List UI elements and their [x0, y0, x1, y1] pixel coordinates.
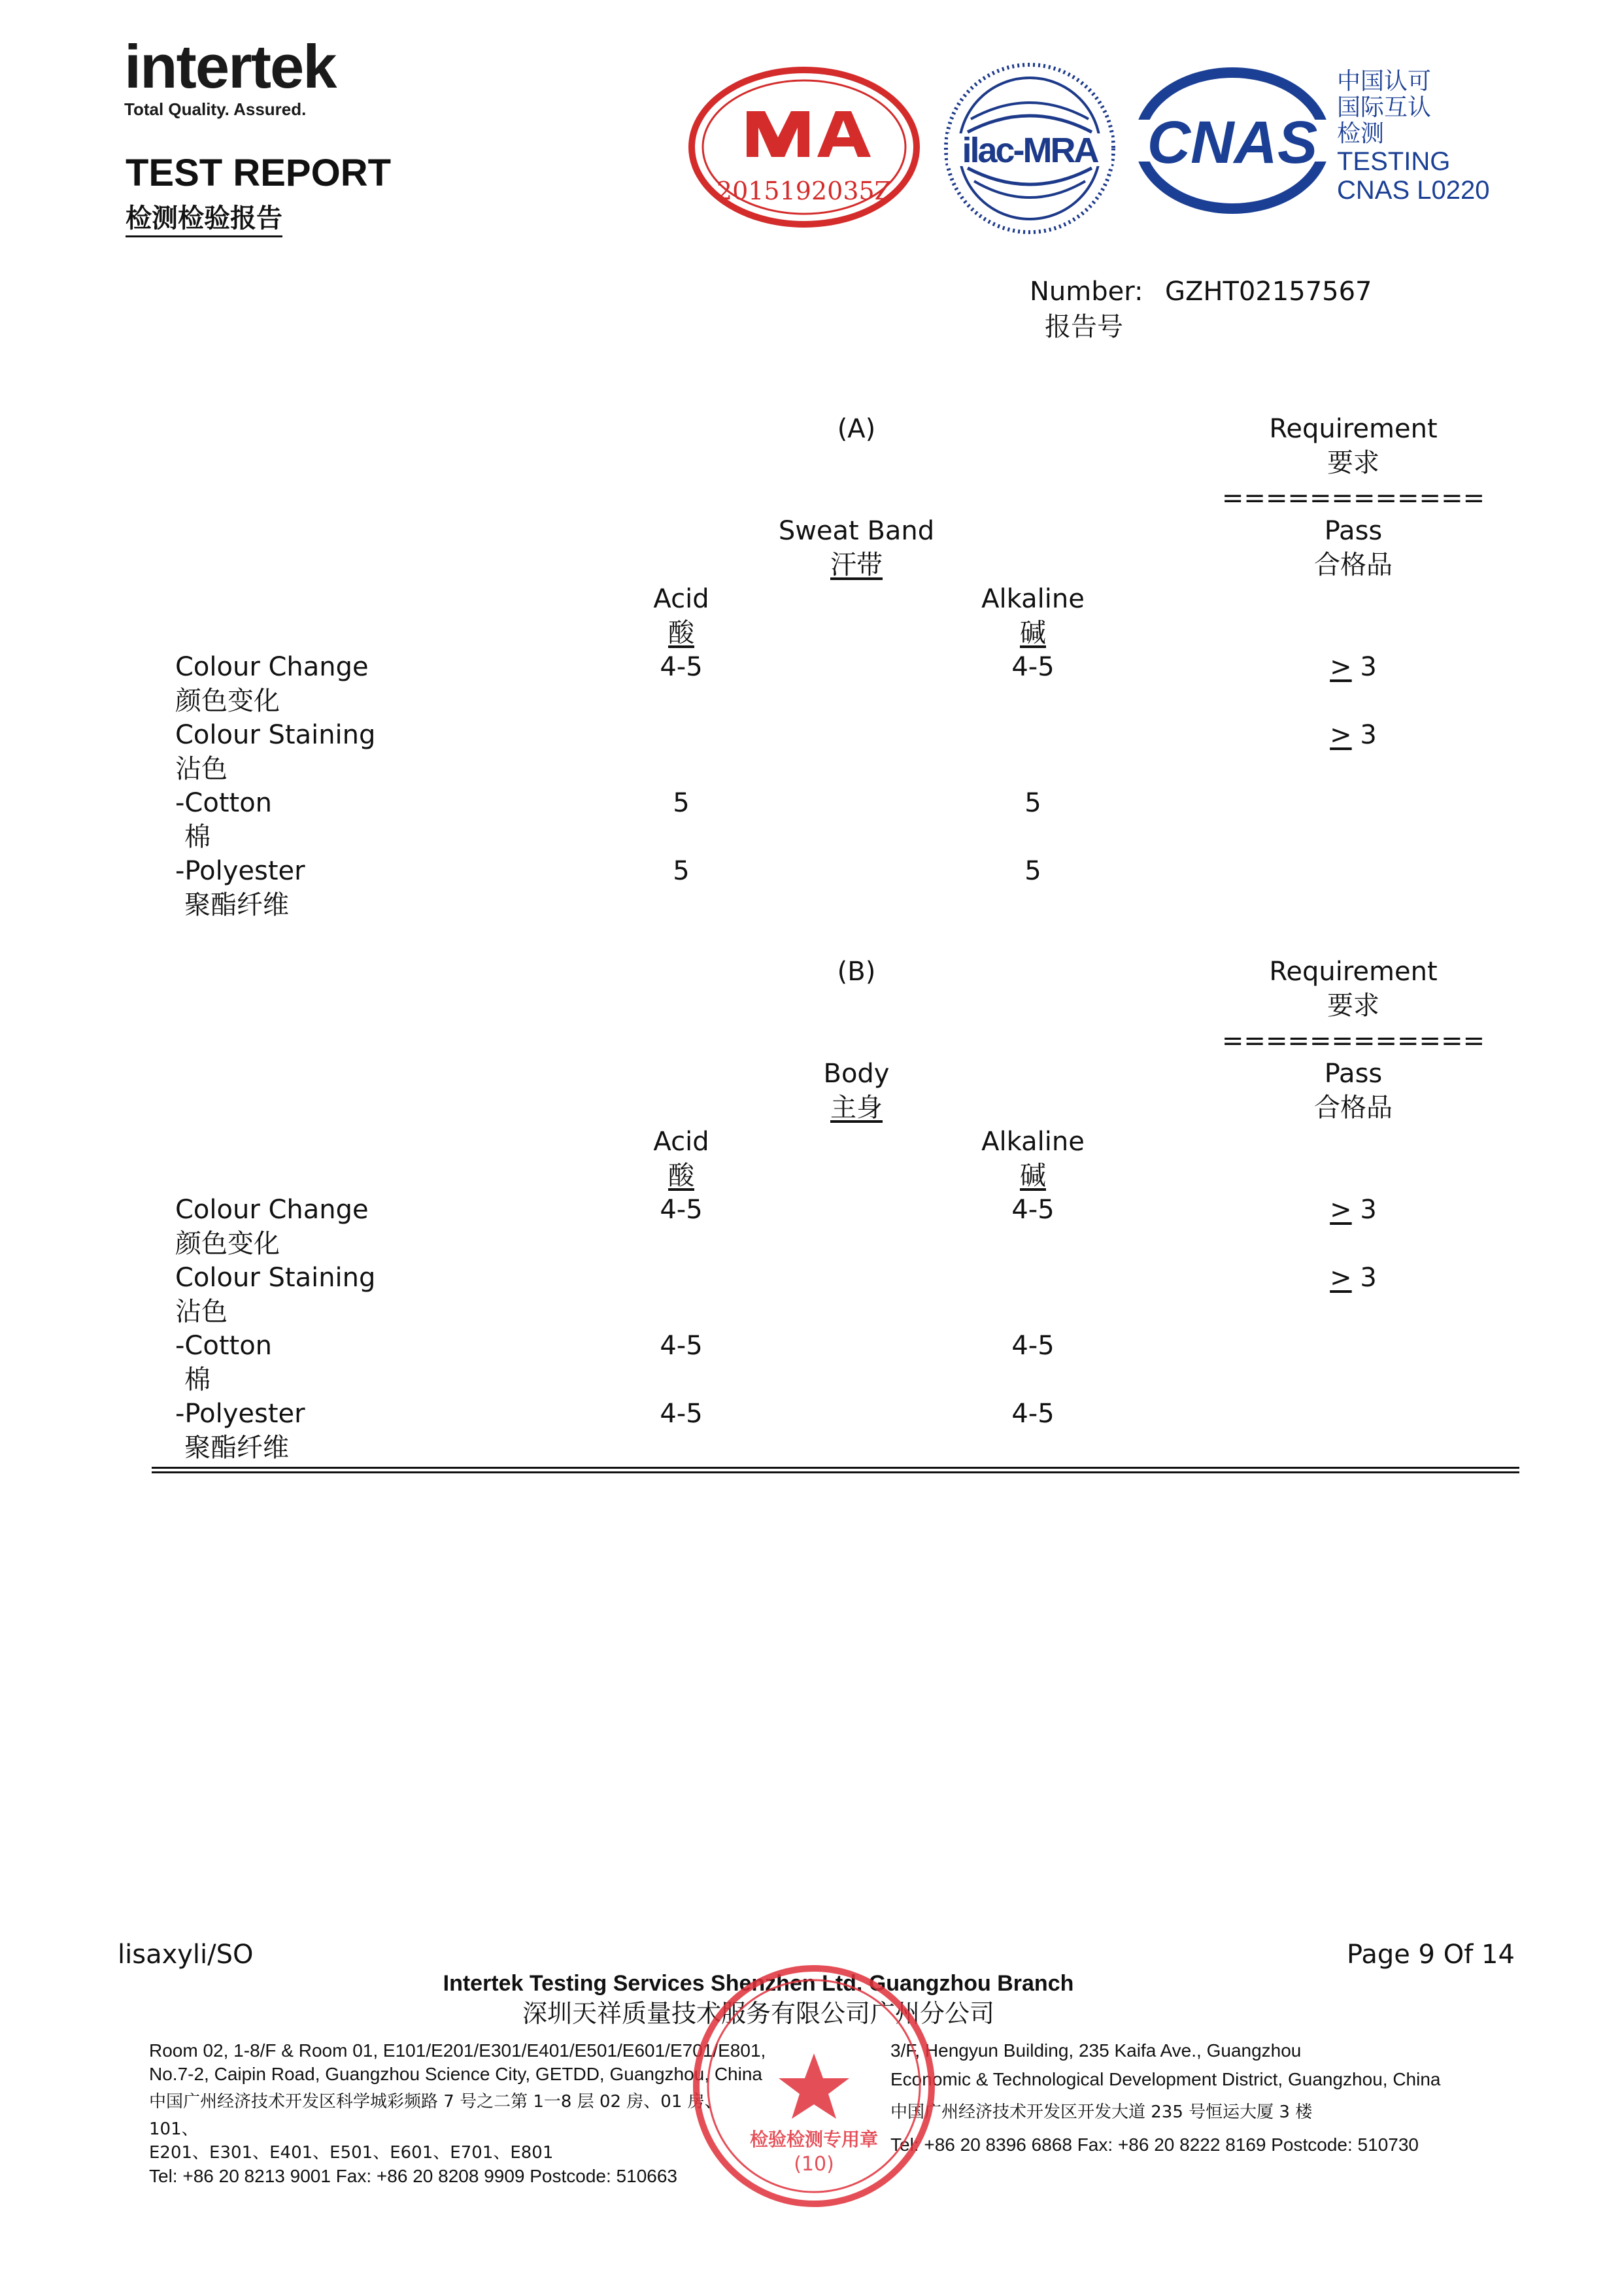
row-label-cn: 聚酯纤维	[184, 890, 289, 920]
cnas-number: CNAS L0220	[1337, 176, 1490, 205]
alkaline-value: 4-5	[1011, 1195, 1055, 1225]
column-alkaline: Alkaline	[981, 584, 1085, 614]
cnas-seal	[1131, 62, 1334, 219]
requirement-pass-cn: 合格品	[1314, 1093, 1393, 1123]
section-end-rule	[152, 1467, 1519, 1473]
greater-equal-symbol: >	[1330, 720, 1352, 750]
row-label-cn: 沾色	[175, 1297, 228, 1327]
address-right-line: Tel: +86 20 8396 6868 Fax: +86 20 8222 8169 Postcode: 510730	[890, 2134, 1419, 2155]
column-alkaline: Alkaline	[981, 1127, 1085, 1157]
report-number-label: Number:	[1030, 277, 1143, 307]
company-stamp	[690, 1962, 938, 2210]
column-alkaline-cn: 碱	[1020, 1161, 1046, 1191]
page-indicator: Page 9 Of 14	[1347, 1940, 1515, 1970]
ilac-label: ilac-MRA	[962, 131, 1098, 170]
stamp-number: (10)	[794, 2153, 834, 2176]
logo-wordmark: intertek	[124, 32, 336, 101]
requirement-number: 3	[1360, 1263, 1377, 1293]
address-right	[890, 2039, 1440, 2157]
address-left-line: 中国广州经济技术开发区科学城彩频路 7 号之二第 1一8 层 02 房、01 房、	[149, 2092, 722, 2112]
intertek-logo	[124, 34, 336, 119]
requirement-number: 3	[1360, 720, 1377, 750]
address-left-line: 101、	[149, 2119, 199, 2139]
cnas-testing: TESTING	[1337, 147, 1451, 176]
alkaline-value: 5	[1024, 856, 1041, 886]
acid-value: 5	[673, 856, 690, 886]
company-name-cn: 深圳天祥质量技术服务有限公司广州分公司	[522, 1999, 994, 2028]
requirement-label-cn: 要求	[1327, 991, 1379, 1021]
report-number-value: GZHT02157567	[1165, 277, 1372, 307]
stamp-text: 检验检测专用章	[749, 2129, 878, 2150]
row-label: -Cotton	[175, 788, 273, 818]
row-label: -Polyester	[175, 1399, 305, 1429]
acid-value: 5	[673, 788, 690, 818]
ilac-mra-seal	[941, 60, 1118, 237]
requirement-pass: Pass	[1324, 1059, 1383, 1089]
alkaline-value: 4-5	[1011, 1331, 1055, 1361]
row-label: Colour Staining	[175, 1263, 376, 1293]
cnas-text-block	[1337, 69, 1489, 205]
requirement-label-cn: 要求	[1327, 448, 1379, 478]
requirement-rule: ============	[1221, 1026, 1485, 1056]
report-title-cn: 检测检验报告	[126, 203, 282, 237]
greater-equal-symbol: >	[1330, 1263, 1352, 1293]
cnas-cn-line-2: 国际互认	[1337, 94, 1432, 121]
requirement-number: 3	[1360, 1195, 1377, 1225]
alkaline-value: 4-5	[1011, 1399, 1055, 1429]
part-name-cn: 汗带	[830, 550, 883, 580]
address-left-line: Room 02, 1-8/F & Room 01, E101/E201/E301/E401/E501/E601/E701/E801,	[149, 2040, 766, 2061]
logo-tagline: Total Quality. Assured.	[124, 99, 307, 119]
author-code: lisaxyli/SO	[118, 1940, 254, 1970]
cnas-cn-line-1: 中国认可	[1337, 68, 1432, 95]
section-id: (B)	[837, 957, 876, 987]
requirement-pass: Pass	[1324, 516, 1383, 546]
column-acid: Acid	[653, 584, 709, 614]
cma-number: 2015192035Z	[716, 177, 892, 205]
section-id: (A)	[837, 414, 876, 444]
part-name: Sweat Band	[778, 516, 935, 546]
cma-seal	[686, 65, 922, 229]
address-right-line: 中国广州经济技术开发区开发大道 235 号恒运大厦 3 楼	[890, 2102, 1313, 2122]
requirement-value	[1216, 1261, 1491, 1295]
requirement-value	[1216, 718, 1491, 752]
acid-value: 4-5	[660, 652, 703, 682]
column-acid-cn: 酸	[668, 618, 694, 648]
acid-value: 4-5	[660, 1331, 703, 1361]
column-acid: Acid	[653, 1127, 709, 1157]
requirement-rule: ============	[1221, 483, 1485, 513]
cnas-cn-line-3: 检测	[1337, 120, 1385, 147]
row-label-cn: 棉	[184, 1365, 211, 1395]
greater-equal-symbol: >	[1330, 652, 1352, 682]
alkaline-value: 4-5	[1011, 652, 1055, 682]
acid-value: 4-5	[660, 1195, 703, 1225]
company-name: Intertek Testing Services Shenzhen Ltd. Guangzhou Branch	[443, 1971, 1074, 1996]
requirement-pass-cn: 合格品	[1314, 550, 1393, 580]
row-label-cn: 沾色	[175, 754, 228, 784]
column-alkaline-cn: 碱	[1020, 618, 1046, 648]
row-label: Colour Staining	[175, 720, 376, 750]
address-right-line: 3/F, Hengyun Building, 235 Kaifa Ave., Guangzhou	[890, 2040, 1302, 2061]
requirement-label: Requirement	[1269, 957, 1438, 987]
cnas-label: CNAS	[1147, 109, 1318, 176]
requirement-number: 3	[1360, 652, 1377, 682]
part-name: Body	[823, 1059, 890, 1089]
part-name-cn: 主身	[830, 1093, 883, 1123]
greater-equal-symbol: >	[1330, 1195, 1352, 1225]
row-label-cn: 颜色变化	[175, 1229, 280, 1259]
report-title: TEST REPORT	[126, 152, 392, 194]
requirement-value	[1216, 1193, 1491, 1227]
address-left-line: Tel: +86 20 8213 9001 Fax: +86 20 8208 9909 Postcode: 510663	[149, 2166, 677, 2186]
address-left-line: No.7-2, Caipin Road, Guangzhou Science City, GETDD, Guangzhou, China	[149, 2064, 762, 2084]
address-right-line: Economic & Technological Development District, Guangzhou, China	[890, 2069, 1441, 2089]
requirement-value	[1216, 650, 1491, 684]
column-acid-cn: 酸	[668, 1161, 694, 1191]
alkaline-value: 5	[1024, 788, 1041, 818]
row-label: Colour Change	[175, 652, 369, 682]
address-left	[149, 2039, 766, 2188]
row-label: -Polyester	[175, 856, 305, 886]
row-label: Colour Change	[175, 1195, 369, 1225]
row-label: -Cotton	[175, 1331, 273, 1361]
row-label-cn: 聚酯纤维	[184, 1433, 289, 1463]
address-left-line: E201、E301、E401、E501、E601、E701、E801	[149, 2143, 554, 2163]
report-number-label-cn: 报告号	[1045, 312, 1123, 342]
row-label-cn: 颜色变化	[175, 686, 280, 716]
requirement-label: Requirement	[1269, 414, 1438, 444]
row-label-cn: 棉	[184, 822, 211, 852]
acid-value: 4-5	[660, 1399, 703, 1429]
